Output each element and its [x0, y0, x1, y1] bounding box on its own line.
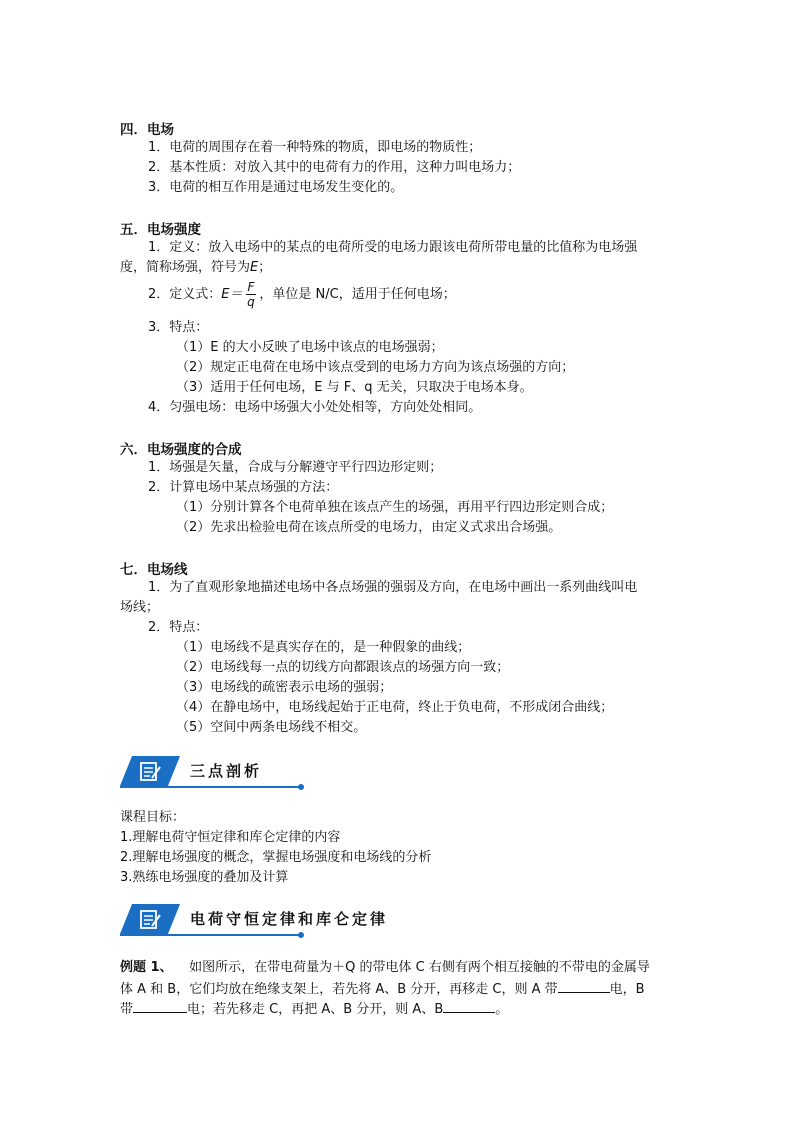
- sec5-definition-line1: 1．定义：放入电场中的某点的电荷所受的电场力跟该电荷所带电量的比值称为电场强: [148, 240, 638, 255]
- sec5-feature-1: （1）E 的大小反映了电场中该点的电场强弱；: [176, 340, 444, 355]
- example-1-line1: 例题 1、 如图所示，在带电荷量为＋Q 的带电体 C 右侧有两个相互接触的不带电的金属导: [120, 960, 650, 975]
- sec7-feature-5: （5）空间中两条电场线不相交。: [176, 720, 367, 735]
- notepad-icon: [139, 908, 161, 930]
- section-banner-conservation: [120, 904, 389, 938]
- answer-blank-3[interactable]: [443, 998, 495, 1013]
- section-6-title: 六．电场强度的合成: [120, 442, 242, 458]
- section-4-title: 四．电场: [120, 122, 174, 138]
- example-label: 例题 1、: [120, 960, 173, 975]
- sec7-line1b: 场线；: [120, 600, 160, 615]
- banner-dot: [298, 932, 304, 938]
- goals-title: 课程目标：: [120, 810, 186, 825]
- sec4-item-3: 3．电荷的相互作用是通过电场发生变化的。: [148, 180, 404, 195]
- answer-blank-2[interactable]: [133, 998, 187, 1013]
- sec5-uniform-field: 4．匀强电场：电场中场强大小处处相等，方向处处相同。: [148, 400, 482, 415]
- sec7-features-title: 2．特点：: [148, 620, 209, 635]
- banner-title: 电荷守恒定律和库仑定律: [190, 910, 389, 928]
- notepad-icon: [139, 760, 161, 782]
- section-banner-analysis: [120, 756, 302, 790]
- banner-rule: [120, 786, 302, 788]
- sec7-feature-4: （4）在静电场中，电场线起始于正电荷，终止于负电荷，不形成闭合曲线；: [176, 700, 614, 715]
- sec5-feature-3: （3）适用于任何电场，E 与 F、q 无关，只取决于电场本身。: [176, 380, 533, 395]
- section-5-title: 五．电场强度: [120, 222, 201, 238]
- example-1-line2: 体 A 和 B，它们均放在绝缘支架上，若先将 A、B 分开，再移走 C，则 A 带 电，B: [120, 978, 645, 1000]
- sec6-method-1: （1）分别计算各个电荷单独在该点产生的场强，再用平行四边形定则合成；: [176, 500, 614, 515]
- sec6-method-2: （2）先求出检验电荷在该点所受的电场力，由定义式求出合场强。: [176, 520, 562, 535]
- sec7-feature-1: （1）电场线不是真实存在的，是一种假象的曲线；: [176, 640, 471, 655]
- sec6-item-1: 1．场强是矢量，合成与分解遵守平行四边形定则；: [148, 460, 443, 475]
- sec4-item-2: 2．基本性质：对放入其中的电荷有力的作用，这种力叫电场力；: [148, 160, 521, 175]
- goal-1: 1.理解电荷守恒定律和库仑定律的内容: [120, 830, 341, 845]
- sec4-item-1: 1．电荷的周围存在着一种特殊的物质，即电场的物质性；: [148, 140, 482, 155]
- banner-title: 三点剖析: [190, 762, 263, 780]
- formula-fraction: $\frac{F}{q}$: [247, 280, 255, 309]
- sec7-feature-3: （3）电场线的疏密表示电场的强弱；: [176, 680, 393, 695]
- formula-lhs: E＝: [221, 287, 243, 302]
- banner-rule: [120, 934, 302, 936]
- goal-2: 2.理解电场强度的概念，掌握电场强度和电场线的分析: [120, 850, 432, 865]
- symbol-e: E: [250, 260, 259, 275]
- sec7-line1: 1．为了直观形象地描述电场中各点场强的强弱及方向，在电场中画出一系列曲线叫电: [148, 580, 638, 595]
- sec7-feature-2: （2）电场线每一点的切线方向都跟该点的场强方向一致；: [176, 660, 510, 675]
- goal-3: 3.熟练电场强度的叠加及计算: [120, 870, 289, 885]
- sec5-feature-2: （2）规定正电荷在电场中该点受到的电场力方向为该点场强的方向；: [176, 360, 575, 375]
- sec5-formula-line: 2．定义式：E＝ $\frac{F}{q}$ ，单位是 N/C，适用于任何电场；: [148, 280, 456, 309]
- answer-blank-1[interactable]: [558, 978, 610, 993]
- section-7-title: 七．电场线: [120, 562, 188, 578]
- sec5-features-title: 3．特点：: [148, 320, 209, 335]
- example-1-line3: 带 电；若先移走 C，再把 A、B 分开，则 A、B 。: [120, 998, 508, 1020]
- banner-dot: [298, 784, 304, 790]
- sec6-item-2: 2．计算电场中某点场强的方法：: [148, 480, 339, 495]
- sec5-definition-line2: 度，简称场强，符号为E；: [120, 260, 272, 275]
